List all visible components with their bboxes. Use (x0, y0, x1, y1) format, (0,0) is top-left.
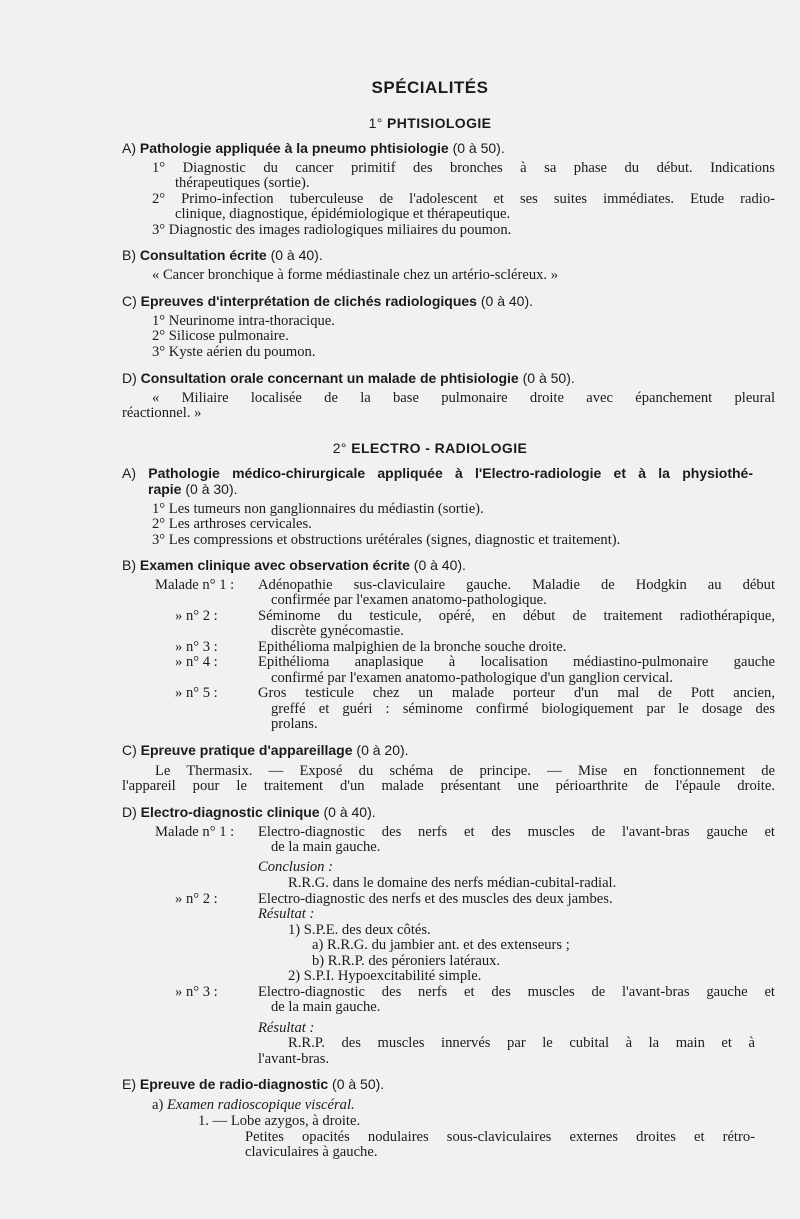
s2-b-m2-line1: Séminome du testicule, opéré, en début de traitement radiothérapique, (258, 608, 775, 624)
s1-a-score: (0 à 50). (452, 140, 505, 156)
s2-b-title: Examen clinique avec observation écrite (139, 557, 410, 573)
s2-d-m3-line2: de la main gauche. (271, 999, 381, 1015)
s2-e-letter: E) (122, 1076, 136, 1092)
section-1-heading (0, 116, 800, 132)
s1-a-item2-line2: clinique, diagnostique, épidémiologique et thérapeutique. (175, 206, 511, 222)
s2-e-score: (0 à 50). (332, 1076, 385, 1092)
s2-b-m4-line2: confirmé par l'examen anatomo-pathologique d'un ganglion cervical. (271, 670, 673, 686)
s2-b-m4-line1: Epithélioma anaplasique à localisation médiastino-pulmonaire gauche (258, 654, 775, 670)
s2-b-m1-label: Malade n° 1 : (155, 577, 235, 593)
s2-a-title-line2: rapie (148, 481, 182, 497)
s2-d-r1b: b) R.R.P. des péroniers latéraux. (312, 953, 501, 969)
s1-a-heading (122, 141, 505, 157)
s2-d-resultat2-label: Résultat : (258, 1020, 315, 1036)
s2-c-heading (122, 743, 409, 759)
s2-e-heading (122, 1077, 384, 1093)
s2-a-item3: 3° Les compressions et obstructions urétérales (signes, diagnostic et traitement). (152, 532, 621, 548)
s1-d-line1: « Miliaire localisée de la base pulmonaire droite avec épanchement pleural (152, 390, 775, 406)
s1-c-item2: 2° Silicose pulmonaire. (152, 328, 289, 344)
s2-e-a-heading (152, 1098, 355, 1114)
page-title: SPÉCIALITÉS (371, 78, 489, 97)
s2-a-score: (0 à 30). (185, 481, 238, 497)
s1-a-item1-line2: thérapeutiques (sortie). (175, 175, 310, 191)
section-1-title: PHTISIOLOGIE (387, 115, 492, 131)
s1-d-line2: réactionnel. » (122, 405, 202, 421)
s2-d-r1: 1) S.P.E. des deux côtés. (288, 922, 431, 938)
s1-b-heading (122, 248, 323, 264)
s2-e-item1-line3: claviculaires à gauche. (245, 1144, 378, 1160)
s2-d-title: Electro-diagnostic clinique (140, 804, 320, 820)
s1-a-item1-line1: 1° Diagnostic du cancer primitif des bronches à sa phase du début. Indications (152, 160, 775, 176)
s2-b-letter: B) (122, 557, 136, 573)
s2-b-m1-line1: Adénopathie sus-claviculaire gauche. Maladie de Hodgkin au début (258, 577, 775, 593)
s1-b-letter: B) (122, 247, 136, 263)
section-2-number: 2° (332, 440, 347, 456)
s2-b-m3-label: » n° 3 : (175, 639, 218, 655)
s2-d-heading (122, 805, 376, 821)
s2-d-m3-label: » n° 3 : (175, 984, 218, 1000)
s2-c-score: (0 à 20). (356, 742, 409, 758)
s2-e-title: Epreuve de radio-diagnostic (139, 1076, 329, 1092)
s1-b-title: Consultation écrite (139, 247, 267, 263)
s2-d-r1a: a) R.R.G. du jambier ant. et des extenseurs ; (312, 937, 570, 953)
s1-c-item1: 1° Neurinome intra-thoracique. (152, 313, 335, 329)
s2-b-m5-line3: prolans. (271, 716, 318, 732)
s2-b-m5-line1: Gros testicule chez un malade porteur d'un mal de Pott ancien, (258, 685, 775, 701)
s2-b-score: (0 à 40). (413, 557, 466, 573)
s2-a-letter: A) (122, 465, 136, 481)
s1-c-score: (0 à 40). (480, 293, 534, 309)
s2-d-m1-line2: de la main gauche. (271, 839, 381, 855)
s1-a-item3: 3° Diagnostic des images radiologiques miliaires du poumon. (152, 222, 512, 238)
s2-e-item1: 1. — Lobe azygos, à droite. (198, 1113, 361, 1129)
s1-d-heading (122, 371, 575, 387)
s2-a-heading-line1 (122, 466, 753, 482)
s2-b-m2-label: » n° 2 : (175, 608, 218, 624)
s1-d-letter: D) (122, 370, 137, 386)
s1-b-text: « Cancer bronchique à forme médiastinale chez un artério-scléreux. » (152, 267, 559, 283)
s1-c-letter: C) (122, 293, 137, 309)
s2-b-m2-line2: discrète gynécomastie. (271, 623, 404, 639)
s2-b-m3-line1: Epithélioma malpighien de la bronche souche droite. (258, 639, 567, 655)
s2-d-m2-label: » n° 2 : (175, 891, 218, 907)
s2-c-letter: C) (122, 742, 137, 758)
s2-d-m1-label: Malade n° 1 : (155, 824, 235, 840)
s2-d-m3-result-line2: l'avant-bras. (258, 1051, 330, 1067)
s2-e-item1-line2: Petites opacités nodulaires sous-claviculaires externes droites et rétro- (245, 1129, 755, 1145)
s2-b-m5-label: » n° 5 : (175, 685, 218, 701)
s1-a-title: Pathologie appliquée à la pneumo phtisiologie (139, 140, 449, 156)
s2-d-conclusion-label: Conclusion : (258, 859, 333, 875)
s2-e-a-label: a) (152, 1097, 164, 1113)
s1-b-score: (0 à 40). (270, 247, 323, 263)
section-1-number: 1° (368, 115, 383, 131)
section-2-heading (0, 441, 800, 457)
s2-b-m5-line2: greffé et guéri : séminome confirmé biologiquement par le dosage des (271, 701, 775, 717)
s2-a-heading-line2 (148, 482, 238, 498)
s2-b-m4-label: » n° 4 : (175, 654, 218, 670)
s2-a-item1: 1° Les tumeurs non ganglionnaires du médiastin (sortie). (152, 501, 484, 517)
s1-c-heading (122, 294, 533, 310)
s2-d-m1-result: R.R.G. dans le domaine des nerfs médian-cubital-radial. (288, 875, 617, 891)
s1-c-item3: 3° Kyste aérien du poumon. (152, 344, 316, 360)
s1-a-letter: A) (122, 140, 136, 156)
s2-c-line2: l'appareil pour le traitement d'un malade présentant une périoarthrite de l'épaule droite. (122, 778, 775, 794)
s1-a-item2-line1: 2° Primo-infection tuberculeuse de l'adolescent et ses suites immédiates. Etude radio- (152, 191, 775, 207)
s2-c-line1: Le Thermasix. — Exposé du schéma de principe. — Mise en fonctionnement de (155, 763, 775, 779)
s2-a-item2: 2° Les arthroses cervicales. (152, 516, 312, 532)
section-2-title: ELECTRO - RADIOLOGIE (351, 440, 528, 456)
s2-a-title-line1: Pathologie médico-chirurgicale appliquée à l'Electro-radiologie et à la physiothé- (148, 465, 754, 481)
s2-d-resultat-label: Résultat : (258, 906, 315, 922)
s2-d-r2: 2) S.P.I. Hypoexcitabilité simple. (288, 968, 482, 984)
s2-b-heading (122, 558, 466, 574)
s2-d-m1-line1: Electro-diagnostic des nerfs et des muscles de l'avant-bras gauche et (258, 824, 775, 840)
s2-e-a-title: Examen radioscopique viscéral. (167, 1097, 355, 1113)
s2-d-score: (0 à 40). (323, 804, 376, 820)
s2-c-title: Epreuve pratique d'appareillage (140, 742, 353, 758)
s2-b-m1-line2: confirmée par l'examen anatomo-pathologique. (271, 592, 547, 608)
s2-d-letter: D) (122, 804, 137, 820)
s1-d-title: Consultation orale concernant un malade de phtisiologie (140, 370, 519, 386)
s1-c-title: Epreuves d'interprétation de clichés radiologiques (140, 293, 477, 309)
s2-d-m3-line1: Electro-diagnostic des nerfs et des muscles de l'avant-bras gauche et (258, 984, 775, 1000)
s2-d-m2-line1: Electro-diagnostic des nerfs et des muscles des deux jambes. (258, 891, 613, 907)
s2-d-m3-result-line1: R.R.P. des muscles innervés par le cubital à la main et à (288, 1035, 755, 1051)
s1-d-score: (0 à 50). (522, 370, 575, 386)
